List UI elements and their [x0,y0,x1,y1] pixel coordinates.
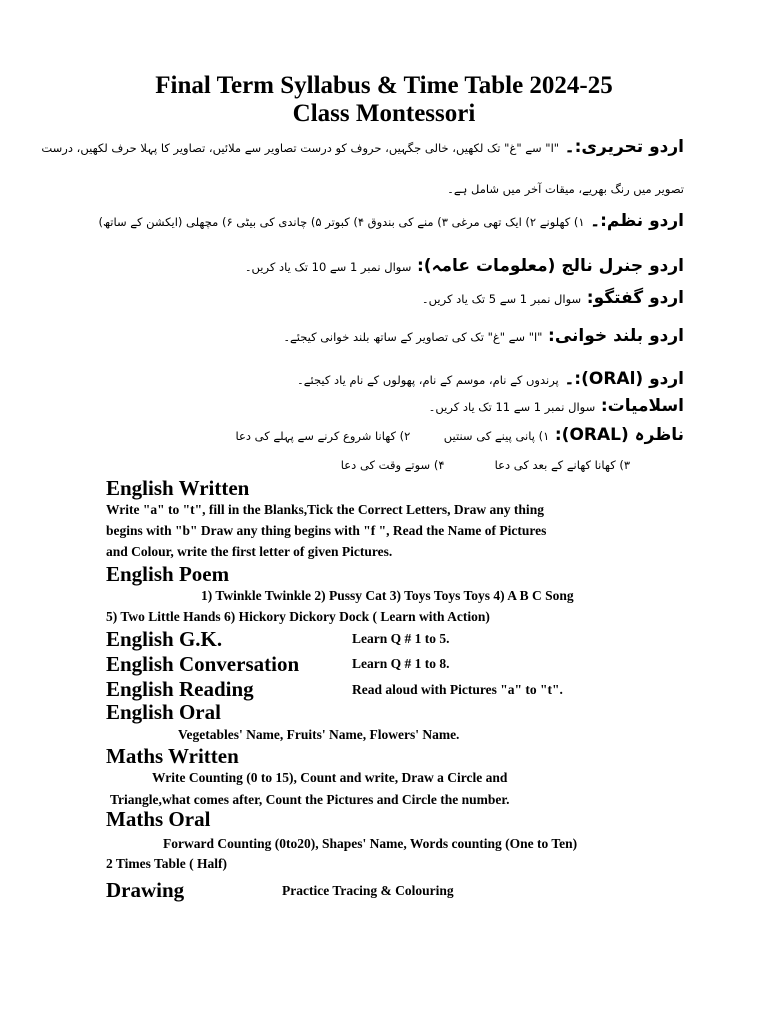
urdu-oral-line [297,368,684,389]
maths-oral-line1: Forward Counting (0to20), Shapes' Name, Words counting (One to Ten) [163,836,578,851]
urdu-islamiat-line [429,396,684,416]
maths-written-line2: Triangle,what comes after, Count the Pictures and Circle the number. [110,792,510,807]
urdu-nazra-line2 [341,454,630,473]
urdu-islamiat-text: سوال نمبر 1 سے 11 تک یاد کریں۔ [428,400,596,414]
urdu-nazra-heading: ناظرہ (ORAL): [554,425,684,445]
urdu-conversation-heading: اردو گفتگو: [586,288,684,308]
english-written-line3: and Colour, write the first letter of given Pictures. [106,544,393,559]
urdu-nazra-item3: ۳) کھانا کھانے کے بعد کی دعا [494,458,630,472]
urdu-written-text2: تصویر میں رنگ بھریے، میقات آخر میں شامل ہے۔ [447,182,684,196]
english-poem-line2: 5) Two Little Hands 6) Hickory Dickory Dock ( Learn with Action) [106,609,490,624]
urdu-oral-text: پرندوں کے نام، موسم کے نام، پھولوں کے نام یاد کیجئے۔ [297,373,559,387]
english-poem-heading: English Poem [106,562,230,586]
urdu-reading-text: "ا" سے "غ" تک کی تصاویر کے ساتھ بلند خوانی کیجئے۔ [283,330,543,344]
urdu-written-line2 [447,178,684,197]
english-gk-text: Learn Q # 1 to 5. [352,631,450,646]
english-written-heading: English Written [106,476,250,500]
urdu-gk-heading: اردو جنرل نالج (معلومات عامہ): [416,256,684,276]
urdu-nazra-item4: ۴) سوتے وقت کی دعا [340,458,445,472]
urdu-reading-line [283,326,684,346]
urdu-poem-text: ۱) کھلونے ۲) ایک تھی مرغی ۳) منے کی بندوق ۴) کبوتر ۵) چاندی کی بیٹی ۶) مچھلی (ایکشن کے ساتھ) [98,215,585,229]
maths-written-heading: Maths Written [106,744,239,768]
english-reading-text: Read aloud with Pictures "a" to "t". [352,682,563,697]
urdu-reading-heading: اردو بلند خوانی: [548,326,684,346]
english-reading-heading: English Reading [106,677,254,701]
urdu-conversation-line [422,288,684,308]
maths-oral-heading: Maths Oral [106,807,211,831]
urdu-poem-line [99,210,684,231]
urdu-nazra-line1 [236,424,684,445]
document-title: Final Term Syllabus & Time Table 2024-25 [155,72,613,99]
urdu-written-text1: "ا" سے "غ" تک لکھیں، خالی جگہیں، حروف کو درست تصاویر سے ملائیں، تصاویر کا پہلا حرف لکھیں، درست [41,141,560,155]
drawing-heading: Drawing [106,878,185,902]
drawing-text: Practice Tracing & Colouring [282,883,454,898]
english-oral-text: Vegetables' Name, Fruits' Name, Flowers' Name. [178,727,460,742]
english-conversation-text: Learn Q # 1 to 8. [352,656,450,671]
urdu-islamiat-heading: اسلامیات: [600,396,684,416]
urdu-written-heading: اردو تحریری:۔ [564,137,684,157]
urdu-nazra-item1: ۱) پانی پینے کی سنتیں [443,429,550,443]
urdu-gk-line [245,255,684,276]
class-title: Class Montessori [292,100,476,127]
english-gk-heading: English G.K. [106,627,223,651]
urdu-written-line1 [41,136,684,157]
maths-oral-line2: 2 Times Table ( Half) [106,856,228,871]
english-written-line2: begins with "b" Draw any thing begins with "f ", Read the Name of Pictures [106,523,547,538]
english-written-line1: Write "a" to "t", fill in the Blanks,Tick the Correct Letters, Draw any thing [106,502,544,517]
urdu-poem-heading: اردو نظم:۔ [590,211,684,231]
urdu-conversation-text: سوال نمبر 1 سے 5 تک یاد کریں۔ [421,292,582,306]
english-conversation-heading: English Conversation [106,652,300,676]
urdu-oral-heading: اردو (ORAl):۔ [564,369,684,389]
urdu-gk-text: سوال نمبر 1 سے 10 تک یاد کریں۔ [244,260,412,274]
maths-written-line1: Write Counting (0 to 15), Count and write, Draw a Circle and [152,770,508,785]
english-poem-line1: 1) Twinkle Twinkle 2) Pussy Cat 3) Toys Toys Toys 4) A B C Song [201,588,574,603]
urdu-nazra-item2: ۲) کھانا شروع کرنے سے پہلے کی دعا [235,429,411,443]
english-oral-heading: English Oral [106,700,221,724]
